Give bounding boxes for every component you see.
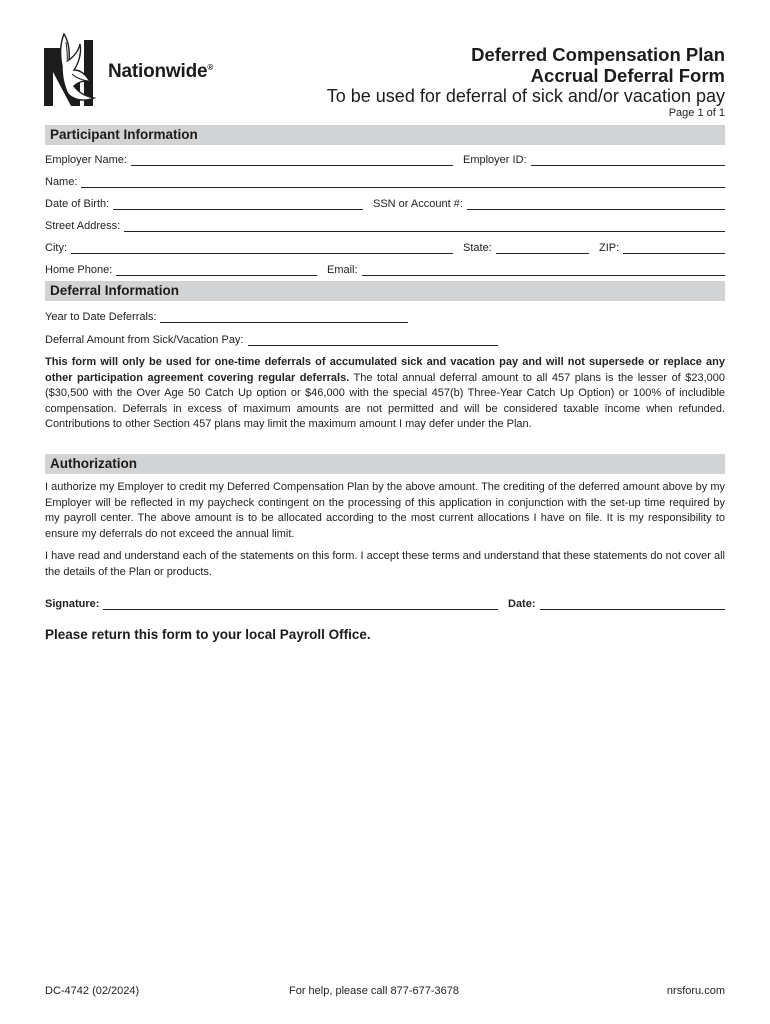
zip-field[interactable]: ZIP: bbox=[599, 240, 725, 254]
dob-line[interactable] bbox=[113, 198, 363, 210]
home-phone-field[interactable]: Home Phone: bbox=[45, 262, 317, 276]
section-deferral-heading: Deferral Information bbox=[45, 281, 725, 301]
eagle-icon bbox=[44, 30, 102, 108]
street-address-line[interactable] bbox=[124, 220, 725, 232]
home-phone-line[interactable] bbox=[116, 264, 317, 276]
form-title: Deferred Compensation Plan bbox=[471, 44, 725, 65]
street-address-field[interactable]: Street Address: bbox=[45, 218, 725, 232]
form-title-block bbox=[327, 44, 725, 107]
section-participant-heading: Participant Information bbox=[45, 125, 725, 145]
state-field[interactable]: State: bbox=[463, 240, 589, 254]
form-id: DC-4742 (02/2024) bbox=[45, 985, 140, 997]
email-line[interactable] bbox=[362, 264, 725, 276]
acknowledgement-statement: I have read and understand each of the statements on this form. I accept these terms and understand that these statements do not cover all the details of the Plan or products. bbox=[45, 550, 725, 578]
deferral-notice: This form will only be used for one-time deferrals of accumulated sick and vacation pay and will not supersede or replace any other participation agreement covering regular deferrals. The total annual deferral amount to all 457 plans is the lesser of $23,000 ($30,500 with the Over Age 50 Catch Up option or $46,000 with the special 457(b) Three-Year Catch Up Option) or 100% of includible compensation. Deferrals in excess of maximum amounts are not permitted and will be considered taxable income when refunded. Contributions to other Section 457 plans may limit the maximum amount I may defer under the Plan. bbox=[45, 356, 725, 431]
brand-name: Nationwide® bbox=[108, 61, 214, 82]
city-line[interactable] bbox=[71, 242, 453, 254]
state-line[interactable] bbox=[496, 242, 589, 254]
employer-name-line[interactable] bbox=[131, 154, 453, 166]
email-field[interactable]: Email: bbox=[327, 262, 725, 276]
deferral-amount-field[interactable]: Deferral Amount from Sick/Vacation Pay: bbox=[45, 332, 498, 346]
zip-line[interactable] bbox=[623, 242, 725, 254]
nationwide-logo bbox=[44, 30, 244, 110]
form-purpose: To be used for deferral of sick and/or vacation pay bbox=[326, 86, 725, 106]
authorization-statement: I authorize my Employer to credit my Deferred Compensation Plan by the above amount. The crediting of the deferred amount above by my Employer will be reflected in my paycheck contingent on the processing of this application in conjunction with the set-up time required by my payroll center. The above amount is to be allocated according to the most current allocations I have on file. It is my responsibility to ensure my deferrals do not exceed the annual limit. bbox=[45, 481, 725, 540]
ssn-field[interactable]: SSN or Account #: bbox=[373, 196, 725, 210]
deferral-amount-line[interactable] bbox=[248, 334, 499, 346]
date-line[interactable] bbox=[540, 598, 725, 610]
help-phone: For help, please call 877-677-3678 bbox=[289, 985, 460, 997]
city-field[interactable]: City: bbox=[45, 240, 453, 254]
page-number: Page 1 of 1 bbox=[668, 107, 725, 119]
employer-id-line[interactable] bbox=[531, 154, 725, 166]
dob-field[interactable]: Date of Birth: bbox=[45, 196, 363, 210]
website-link[interactable]: nrsforu.com bbox=[666, 985, 725, 997]
ytd-deferrals-field[interactable]: Year to Date Deferrals: bbox=[45, 309, 408, 323]
name-line[interactable] bbox=[81, 176, 725, 188]
employer-id-field[interactable]: Employer ID: bbox=[463, 152, 725, 166]
employer-name-field[interactable]: Employer Name: bbox=[45, 152, 453, 166]
name-field[interactable]: Name: bbox=[45, 174, 725, 188]
ytd-deferrals-line[interactable] bbox=[160, 311, 408, 323]
signature-line[interactable] bbox=[103, 598, 498, 610]
signature-field[interactable]: Signature: bbox=[45, 596, 498, 610]
return-instructions: Please return this form to your local Payroll Office. bbox=[45, 627, 371, 642]
form-subtitle-bold: Accrual Deferral Form bbox=[530, 65, 725, 86]
ssn-line[interactable] bbox=[467, 198, 725, 210]
date-field[interactable]: Date: bbox=[508, 596, 725, 610]
section-authorization-heading: Authorization bbox=[45, 454, 725, 474]
